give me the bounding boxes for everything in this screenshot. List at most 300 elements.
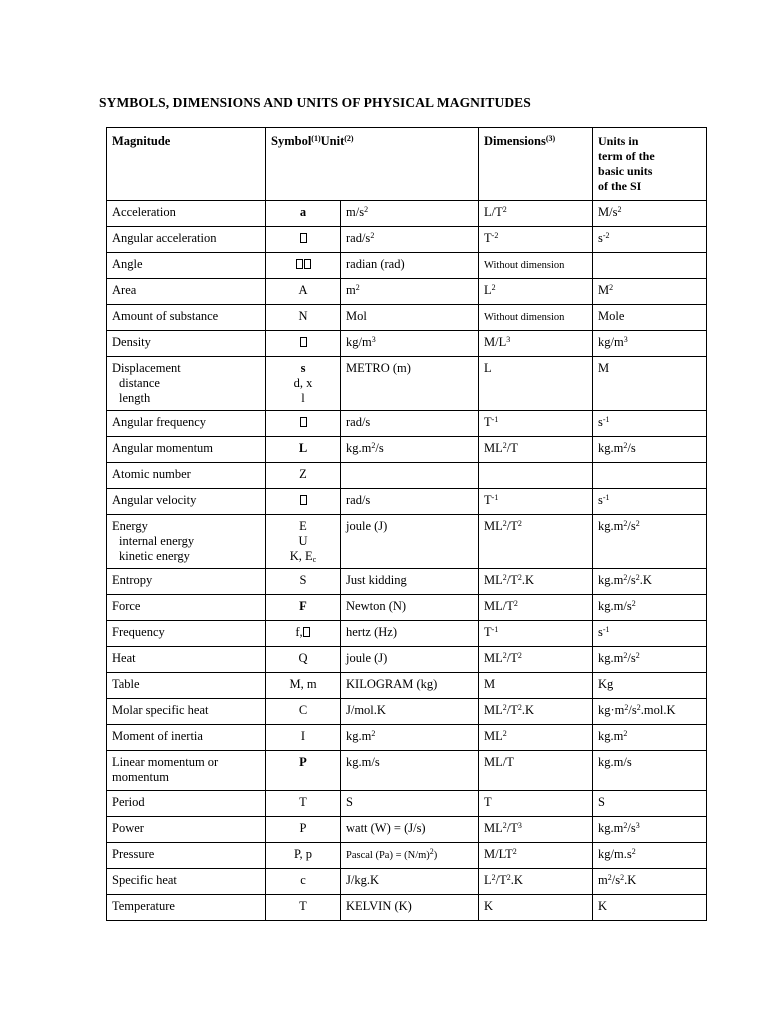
cell-unit	[341, 817, 479, 843]
magnitude-name: Frequency	[112, 625, 165, 639]
magnitude-name: Moment of inertia	[112, 729, 203, 743]
cell-magnitude	[107, 751, 266, 791]
header-si-units: Units in term of the basic units of the SI	[593, 128, 707, 201]
cell-si-units	[593, 463, 707, 489]
si-units-text: kg/m.s	[598, 847, 632, 861]
cell-dimensions	[479, 515, 593, 569]
si-units-text: 2	[635, 519, 640, 528]
magnitude-name: Acceleration	[112, 205, 176, 219]
cell-unit	[341, 569, 479, 595]
unit-text: METRO (m)	[346, 361, 411, 375]
cell-dimensions	[479, 647, 593, 673]
dimensions-text: -2	[491, 231, 499, 240]
si-units-text: s	[598, 625, 603, 639]
unit-text: joule (J)	[346, 519, 388, 533]
cell-si-units	[593, 725, 707, 751]
dimensions-text: T	[484, 625, 492, 639]
magnitude-name: Specific heat	[112, 873, 177, 887]
unit-text: Newton (N)	[346, 599, 407, 613]
unit-text: kg/m	[346, 335, 372, 349]
cell-unit	[341, 279, 479, 305]
dimensions-text: /T	[495, 873, 507, 887]
cell-unit	[341, 647, 479, 673]
cell-magnitude	[107, 673, 266, 699]
dimensions-text: 2	[502, 519, 507, 528]
cell-unit	[341, 463, 479, 489]
unit-text: m	[346, 283, 356, 297]
cell-dimensions	[479, 489, 593, 515]
symbol-line	[271, 534, 335, 549]
dimensions-text: ML	[484, 573, 503, 587]
cell-magnitude	[107, 895, 266, 921]
page-title: SYMBOLS, DIMENSIONS AND UNITS OF PHYSICAL MAGNITUDES	[99, 95, 531, 110]
cell-symbol	[266, 817, 341, 843]
table-row	[107, 699, 707, 725]
symbol-text: T	[299, 795, 307, 809]
magnitude-line: distance	[119, 376, 160, 390]
si-units-text: 2	[623, 821, 628, 830]
si-units-text: Kg	[598, 677, 614, 691]
table-row	[107, 515, 707, 569]
symbol-text: E	[299, 519, 307, 533]
si-units-text: 2	[623, 573, 628, 582]
cell-si-units	[593, 673, 707, 699]
symbol-text: K, E	[289, 549, 313, 563]
unit-text: )	[433, 850, 438, 861]
table-body	[107, 201, 707, 921]
magnitude-name: Angular velocity	[112, 493, 197, 507]
cell-magnitude	[107, 279, 266, 305]
cell-magnitude	[107, 791, 266, 817]
cell-si-units	[593, 569, 707, 595]
cell-magnitude	[107, 437, 266, 463]
symbol-text: Q	[298, 651, 308, 665]
cell-dimensions	[479, 791, 593, 817]
dimensions-text: /T	[506, 651, 518, 665]
unit-text: 2	[371, 441, 376, 450]
dimensions-text: /T	[506, 441, 518, 455]
unit-text: Mol	[346, 309, 367, 323]
cell-symbol	[266, 569, 341, 595]
dimensions-text: 2	[517, 573, 522, 582]
si-units-text: .mol.K	[640, 703, 676, 717]
cell-si-units	[593, 895, 707, 921]
table-row	[107, 673, 707, 699]
dimensions-text: 2	[517, 703, 522, 712]
unit-text: rad/s	[346, 231, 371, 245]
cell-dimensions	[479, 869, 593, 895]
symbol-text: a	[299, 205, 307, 219]
magnitude-name: Angular momentum	[112, 441, 214, 455]
cell-dimensions	[479, 569, 593, 595]
dimensions-text: 2	[502, 573, 507, 582]
cell-si-units	[593, 621, 707, 647]
table-row	[107, 895, 707, 921]
cell-unit	[341, 357, 479, 411]
si-units-text: S	[598, 795, 605, 809]
unit-text: 2	[371, 729, 376, 738]
cell-dimensions	[479, 437, 593, 463]
dimensions-text: 2	[513, 599, 518, 608]
cell-magnitude	[107, 515, 266, 569]
table-row	[107, 305, 707, 331]
cell-magnitude	[107, 489, 266, 515]
cell-si-units	[593, 437, 707, 463]
si-units-text: -1	[602, 493, 610, 502]
cell-dimensions	[479, 673, 593, 699]
unit-text: radian (rad)	[346, 257, 405, 271]
dimensions-text: 2	[512, 847, 517, 856]
dimensions-text: Without dimension	[484, 312, 565, 323]
dimensions-text: 2	[502, 651, 507, 660]
dimensions-text: 3	[517, 821, 522, 830]
magnitude-name: Angular acceleration	[112, 231, 217, 245]
cell-symbol	[266, 869, 341, 895]
table-row	[107, 869, 707, 895]
cell-symbol	[266, 791, 341, 817]
unit-text: S	[346, 795, 353, 809]
dimensions-text: ML	[484, 519, 503, 533]
symbol-text: L	[298, 441, 308, 455]
table-row	[107, 201, 707, 227]
header-symbol-unit: Symbol$^{(1)}$Unit$^{(2)}$	[266, 128, 479, 201]
cell-symbol	[266, 201, 341, 227]
si-units-text: kg.m	[598, 651, 624, 665]
cell-si-units	[593, 647, 707, 673]
cell-dimensions	[479, 411, 593, 437]
cell-unit	[341, 621, 479, 647]
unit-text: KILOGRAM (kg)	[346, 677, 438, 691]
dimensions-text: /T	[506, 519, 518, 533]
cell-magnitude	[107, 817, 266, 843]
magnitude-line: length	[119, 391, 151, 405]
si-units-text: 2	[631, 847, 636, 856]
si-units-text: s	[598, 415, 603, 429]
header-dimensions: Dimensions$^{(3)}$	[479, 128, 593, 201]
missing-glyph-icon	[300, 337, 307, 347]
si-units-text: 2	[635, 573, 640, 582]
cell-si-units	[593, 411, 707, 437]
cell-symbol	[266, 595, 341, 621]
table-row	[107, 751, 707, 791]
magnitude-line: Linear momentum or	[112, 755, 219, 769]
magnitude-name: Entropy	[112, 573, 153, 587]
header-magnitude: Magnitude	[107, 128, 266, 201]
magnitude-name: Pressure	[112, 847, 155, 861]
cell-magnitude	[107, 411, 266, 437]
cell-unit	[341, 751, 479, 791]
dimensions-text: ML	[484, 821, 503, 835]
cell-unit	[341, 253, 479, 279]
symbol-text: f,	[295, 625, 303, 639]
cell-unit	[341, 411, 479, 437]
si-units-text: s	[598, 493, 603, 507]
cell-si-units	[593, 227, 707, 253]
table-row	[107, 437, 707, 463]
cell-symbol	[266, 411, 341, 437]
cell-unit	[341, 895, 479, 921]
si-units-text: kg.m	[598, 441, 624, 455]
si-units-text: 2	[609, 283, 614, 292]
missing-glyph-icon	[300, 495, 307, 505]
magnitude-name: Area	[112, 283, 137, 297]
dimensions-text: /T	[506, 821, 518, 835]
si-units-text: K	[598, 899, 608, 913]
cell-si-units	[593, 869, 707, 895]
dimensions-text: -1	[491, 493, 499, 502]
symbol-text: P	[299, 821, 307, 835]
magnitude-line: kinetic energy	[119, 549, 190, 563]
dimensions-text: ML	[484, 703, 503, 717]
cell-si-units	[593, 489, 707, 515]
symbol-text: S	[299, 573, 307, 587]
symbol-text: c	[300, 873, 306, 887]
missing-glyph-icon	[300, 233, 307, 243]
cell-si-units	[593, 817, 707, 843]
magnitude-line: Energy	[112, 519, 148, 533]
unit-text: KELVIN (K)	[346, 899, 412, 913]
cell-unit	[341, 791, 479, 817]
table-row	[107, 253, 707, 279]
magnitude-name: Amount of substance	[112, 309, 219, 323]
cell-magnitude	[107, 227, 266, 253]
si-units-text: .K	[624, 873, 637, 887]
dimensions-text: .K	[521, 703, 535, 717]
cell-dimensions	[479, 227, 593, 253]
dimensions-text: M	[484, 677, 496, 691]
si-units-text: 2	[623, 729, 628, 738]
symbol-line	[271, 391, 335, 406]
si-units-text: /s	[627, 651, 636, 665]
unit-text: 2	[364, 205, 369, 214]
cell-unit	[341, 673, 479, 699]
symbol-text: l	[301, 391, 305, 405]
magnitude-name: Power	[112, 821, 144, 835]
unit-text: 2	[370, 231, 375, 240]
cell-unit	[341, 843, 479, 869]
si-units-text: /s	[627, 821, 636, 835]
si-units-text: 2	[617, 205, 622, 214]
dimensions-text: M/L	[484, 335, 507, 349]
cell-symbol	[266, 843, 341, 869]
si-units-text: /s	[627, 441, 636, 455]
cell-si-units	[593, 253, 707, 279]
si-units-text: 2	[623, 441, 628, 450]
dimensions-text: ML	[484, 729, 503, 743]
cell-symbol	[266, 647, 341, 673]
dimensions-text: T	[484, 231, 492, 245]
unit-text: kg.m/s	[346, 755, 380, 769]
units-table	[106, 127, 707, 921]
cell-magnitude	[107, 569, 266, 595]
table-row	[107, 279, 707, 305]
table-row	[107, 595, 707, 621]
symbol-text: c	[312, 555, 317, 564]
magnitude-name: Period	[112, 795, 145, 809]
dimensions-text: 2	[491, 873, 496, 882]
cell-unit	[341, 227, 479, 253]
si-units-text: 2	[623, 651, 628, 660]
cell-dimensions	[479, 817, 593, 843]
cell-unit	[341, 869, 479, 895]
magnitude-name: Heat	[112, 651, 136, 665]
si-units-text: -1	[602, 415, 610, 424]
si-units-text: 2	[607, 873, 612, 882]
dimensions-text: ML	[484, 651, 503, 665]
dimensions-text: -1	[491, 415, 499, 424]
symbol-text: C	[298, 703, 308, 717]
si-units-text: M	[598, 283, 610, 297]
magnitude-name: Molar specific heat	[112, 703, 209, 717]
dimensions-text: /T	[506, 573, 518, 587]
unit-text: Just kidding	[346, 573, 407, 587]
cell-unit	[341, 305, 479, 331]
magnitude-name: Atomic number	[112, 467, 191, 481]
si-units-text: 3	[635, 821, 640, 830]
cell-symbol	[266, 357, 341, 411]
si-units-text: /s	[611, 873, 621, 887]
unit-text: m/s	[346, 205, 365, 219]
dimensions-text: ML/T	[484, 599, 514, 613]
cell-magnitude	[107, 201, 266, 227]
table-row	[107, 331, 707, 357]
cell-symbol	[266, 253, 341, 279]
unit-text: kg.m	[346, 441, 372, 455]
table-row	[107, 817, 707, 843]
dimensions-text: M/LT	[484, 847, 513, 861]
cell-symbol	[266, 725, 341, 751]
unit-text: watt (W) = (J/s)	[346, 821, 426, 835]
cell-magnitude	[107, 357, 266, 411]
symbol-text: U	[298, 534, 308, 548]
si-units-text: m	[598, 873, 608, 887]
symbol-text: I	[300, 729, 306, 743]
cell-unit	[341, 725, 479, 751]
unit-text: 3	[371, 335, 376, 344]
cell-si-units	[593, 331, 707, 357]
cell-unit	[341, 437, 479, 463]
cell-si-units	[593, 357, 707, 411]
symbol-text: d, x	[293, 376, 313, 390]
dimensions-text: 2	[502, 703, 507, 712]
cell-dimensions	[479, 895, 593, 921]
unit-text: 2	[355, 283, 360, 292]
dimensions-text: .K	[521, 573, 535, 587]
cell-unit	[341, 201, 479, 227]
magnitude-name: Angle	[112, 257, 143, 271]
cell-symbol	[266, 227, 341, 253]
dimensions-text: L/T	[484, 205, 503, 219]
si-units-text: kg·m	[598, 703, 625, 717]
cell-symbol	[266, 331, 341, 357]
cell-dimensions	[479, 463, 593, 489]
cell-dimensions	[479, 699, 593, 725]
cell-si-units	[593, 279, 707, 305]
magnitude-line: momentum	[112, 770, 169, 784]
si-units-text: kg.m/s	[598, 599, 632, 613]
si-units-text: 2	[623, 519, 628, 528]
dimensions-text: 2	[517, 651, 522, 660]
dimensions-text: 3	[506, 335, 511, 344]
cell-symbol	[266, 895, 341, 921]
cell-dimensions	[479, 595, 593, 621]
si-units-text: kg.m	[598, 519, 624, 533]
si-units-text: kg.m/s	[598, 755, 632, 769]
cell-si-units	[593, 201, 707, 227]
si-units-text: /s	[627, 519, 636, 533]
symbol-text: T	[299, 899, 307, 913]
symbol-line	[271, 519, 335, 534]
si-units-text: M/s	[598, 205, 618, 219]
magnitude-name: Force	[112, 599, 141, 613]
cell-dimensions	[479, 843, 593, 869]
dimensions-text: 2	[491, 283, 496, 292]
cell-unit	[341, 699, 479, 725]
dimensions-text: .K	[510, 873, 523, 887]
missing-glyph-icon	[300, 417, 307, 427]
cell-si-units	[593, 843, 707, 869]
dimensions-text: -1	[491, 625, 499, 634]
cell-magnitude	[107, 331, 266, 357]
cell-symbol	[266, 489, 341, 515]
table-row	[107, 227, 707, 253]
magnitude-name: Angular frequency	[112, 415, 207, 429]
cell-symbol	[266, 305, 341, 331]
cell-symbol	[266, 437, 341, 463]
cell-unit	[341, 595, 479, 621]
dimensions-text: T	[484, 493, 492, 507]
table-row	[107, 621, 707, 647]
si-units-text: kg.m	[598, 729, 624, 743]
si-units-text: -1	[602, 625, 610, 634]
dimensions-text: Without dimension	[484, 260, 565, 271]
dimensions-text: T	[484, 415, 492, 429]
si-units-text: /s	[628, 703, 637, 717]
cell-magnitude	[107, 843, 266, 869]
table-row	[107, 411, 707, 437]
symbol-line	[271, 376, 335, 391]
dimensions-text: 2	[502, 821, 507, 830]
si-units-text: /s	[627, 573, 636, 587]
si-units-text: 2	[620, 873, 625, 882]
cell-magnitude	[107, 621, 266, 647]
table-row	[107, 463, 707, 489]
cell-unit	[341, 515, 479, 569]
si-units-text: s	[598, 231, 603, 245]
cell-symbol	[266, 463, 341, 489]
cell-si-units	[593, 305, 707, 331]
cell-dimensions	[479, 253, 593, 279]
cell-dimensions	[479, 357, 593, 411]
unit-text: rad/s	[346, 493, 371, 507]
si-units-text: .K	[639, 573, 652, 587]
magnitude-name: Table	[112, 677, 140, 691]
dimensions-text: ML	[484, 441, 503, 455]
cell-symbol	[266, 515, 341, 569]
cell-unit	[341, 489, 479, 515]
symbol-line	[271, 549, 335, 564]
magnitude-name: Temperature	[112, 899, 175, 913]
symbol-line	[271, 361, 335, 376]
cell-si-units	[593, 791, 707, 817]
unit-text: Pascal (Pa) = (N/m)	[346, 850, 430, 861]
cell-magnitude	[107, 253, 266, 279]
symbol-text: F	[299, 599, 307, 613]
dimensions-text: ML/T	[484, 755, 514, 769]
magnitude-line: Displacement	[112, 361, 181, 375]
cell-symbol	[266, 673, 341, 699]
si-units-text: kg.m	[598, 821, 624, 835]
